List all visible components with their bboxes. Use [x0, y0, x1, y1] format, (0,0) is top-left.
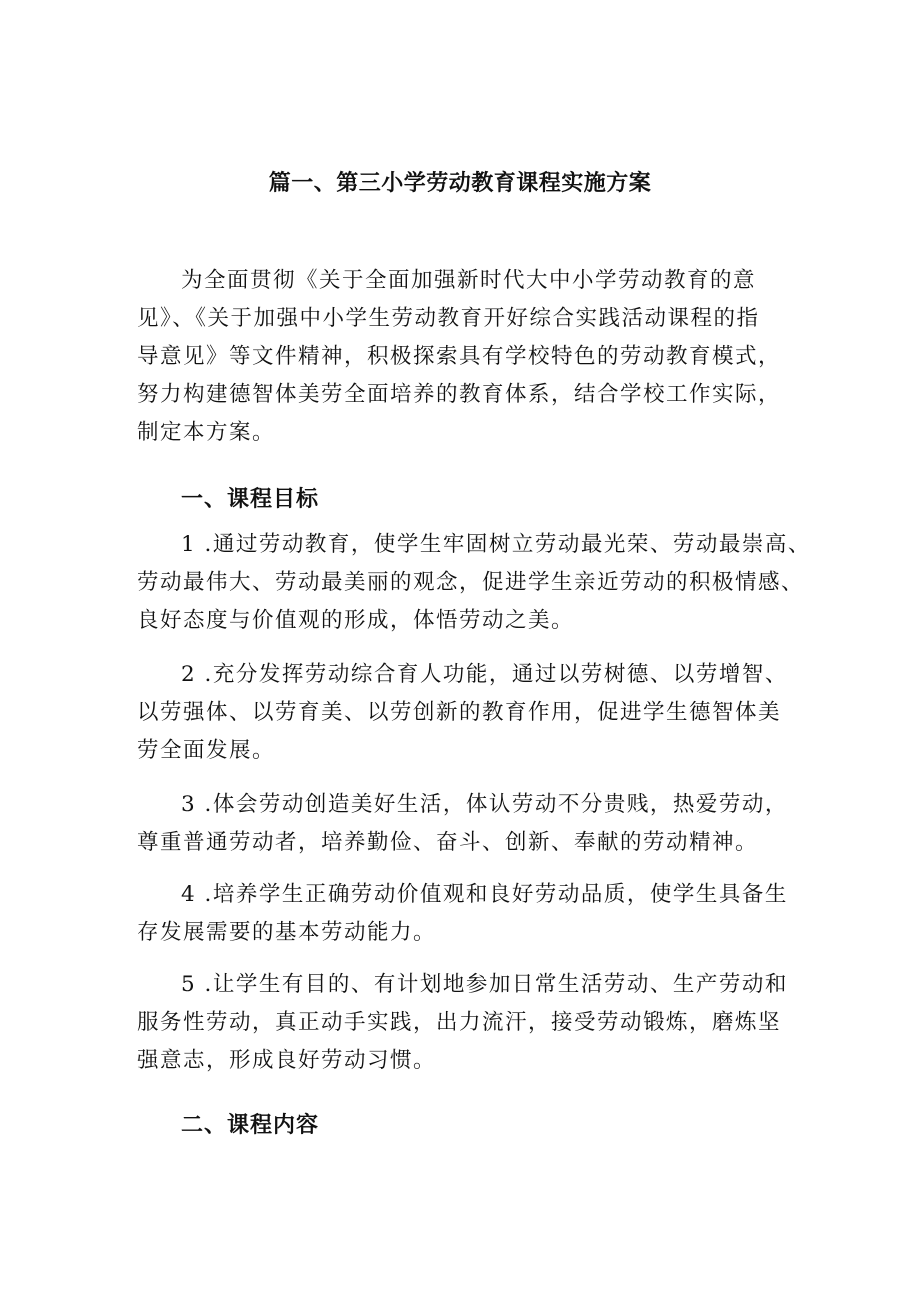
intro-paragraph: [137, 262, 797, 452]
goal-item-1: [137, 526, 811, 640]
goal-item-2: [137, 656, 797, 770]
paragraph-line: 为全面贯彻《关于全面加强新时代大中小学劳动教育的意: [181, 268, 757, 293]
paragraph-line: 劳动最伟大、劳动最美丽的观念，促进学生亲近劳动的积极情感、: [137, 570, 805, 595]
paragraph-line: 尊重普通劳动者，培养勤俭、奋斗、创新、奉献的劳动精神。: [137, 830, 759, 855]
paragraph-line: 导意见》等文件精神，积极探索具有学校特色的劳动教育模式，: [137, 344, 782, 369]
goal-item-5: [137, 966, 797, 1080]
paragraph-line: 以劳强体、以劳育美、以劳创新的教育作用，促进学生德智体美: [137, 700, 782, 725]
paragraph-line: 努力构建德智体美劳全面培养的教育体系，结合学校工作实际，: [137, 382, 782, 407]
paragraph-line: 劳全面发展。: [137, 738, 276, 763]
section-heading-content: 二、课程内容: [181, 1113, 320, 1138]
paragraph-line: 服务性劳动，真正动手实践，出力流汗，接受劳动锻炼，磨炼坚: [137, 1010, 782, 1035]
paragraph-line: 3 .体会劳动创造美好生活，体认劳动不分贵贱，热爱劳动，: [181, 792, 788, 817]
paragraph-line: 良好态度与价值观的形成，体悟劳动之美。: [137, 608, 575, 633]
paragraph-line: 4 .培养学生正确劳动价值观和良好劳动品质，使学生具备生: [181, 882, 788, 907]
paragraph-line: 1 .通过劳动教育，使学生牢固树立劳动最光荣、劳动最崇高、: [181, 532, 811, 557]
paragraph-line: 存发展需要的基本劳动能力。: [137, 920, 437, 945]
paragraph-line: 强意志，形成良好劳动习惯。: [137, 1048, 437, 1073]
paragraph-line: 2 .充分发挥劳动综合育人功能，通过以劳树德、以劳增智、: [181, 662, 788, 687]
paragraph-line: 制定本方案。: [137, 420, 276, 445]
document-title: 篇一、第三小学劳动教育课程实施方案: [268, 171, 652, 196]
paragraph-line: 5 .让学生有目的、有计划地参加日常生活劳动、生产劳动和: [181, 972, 788, 997]
paragraph-line: 见》、《关于加强中小学生劳动教育开好综合实践活动课程的指: [137, 306, 760, 331]
goal-item-3: [137, 786, 797, 862]
goal-item-4: [137, 876, 797, 952]
section-heading-goals: 一、课程目标: [181, 487, 320, 512]
